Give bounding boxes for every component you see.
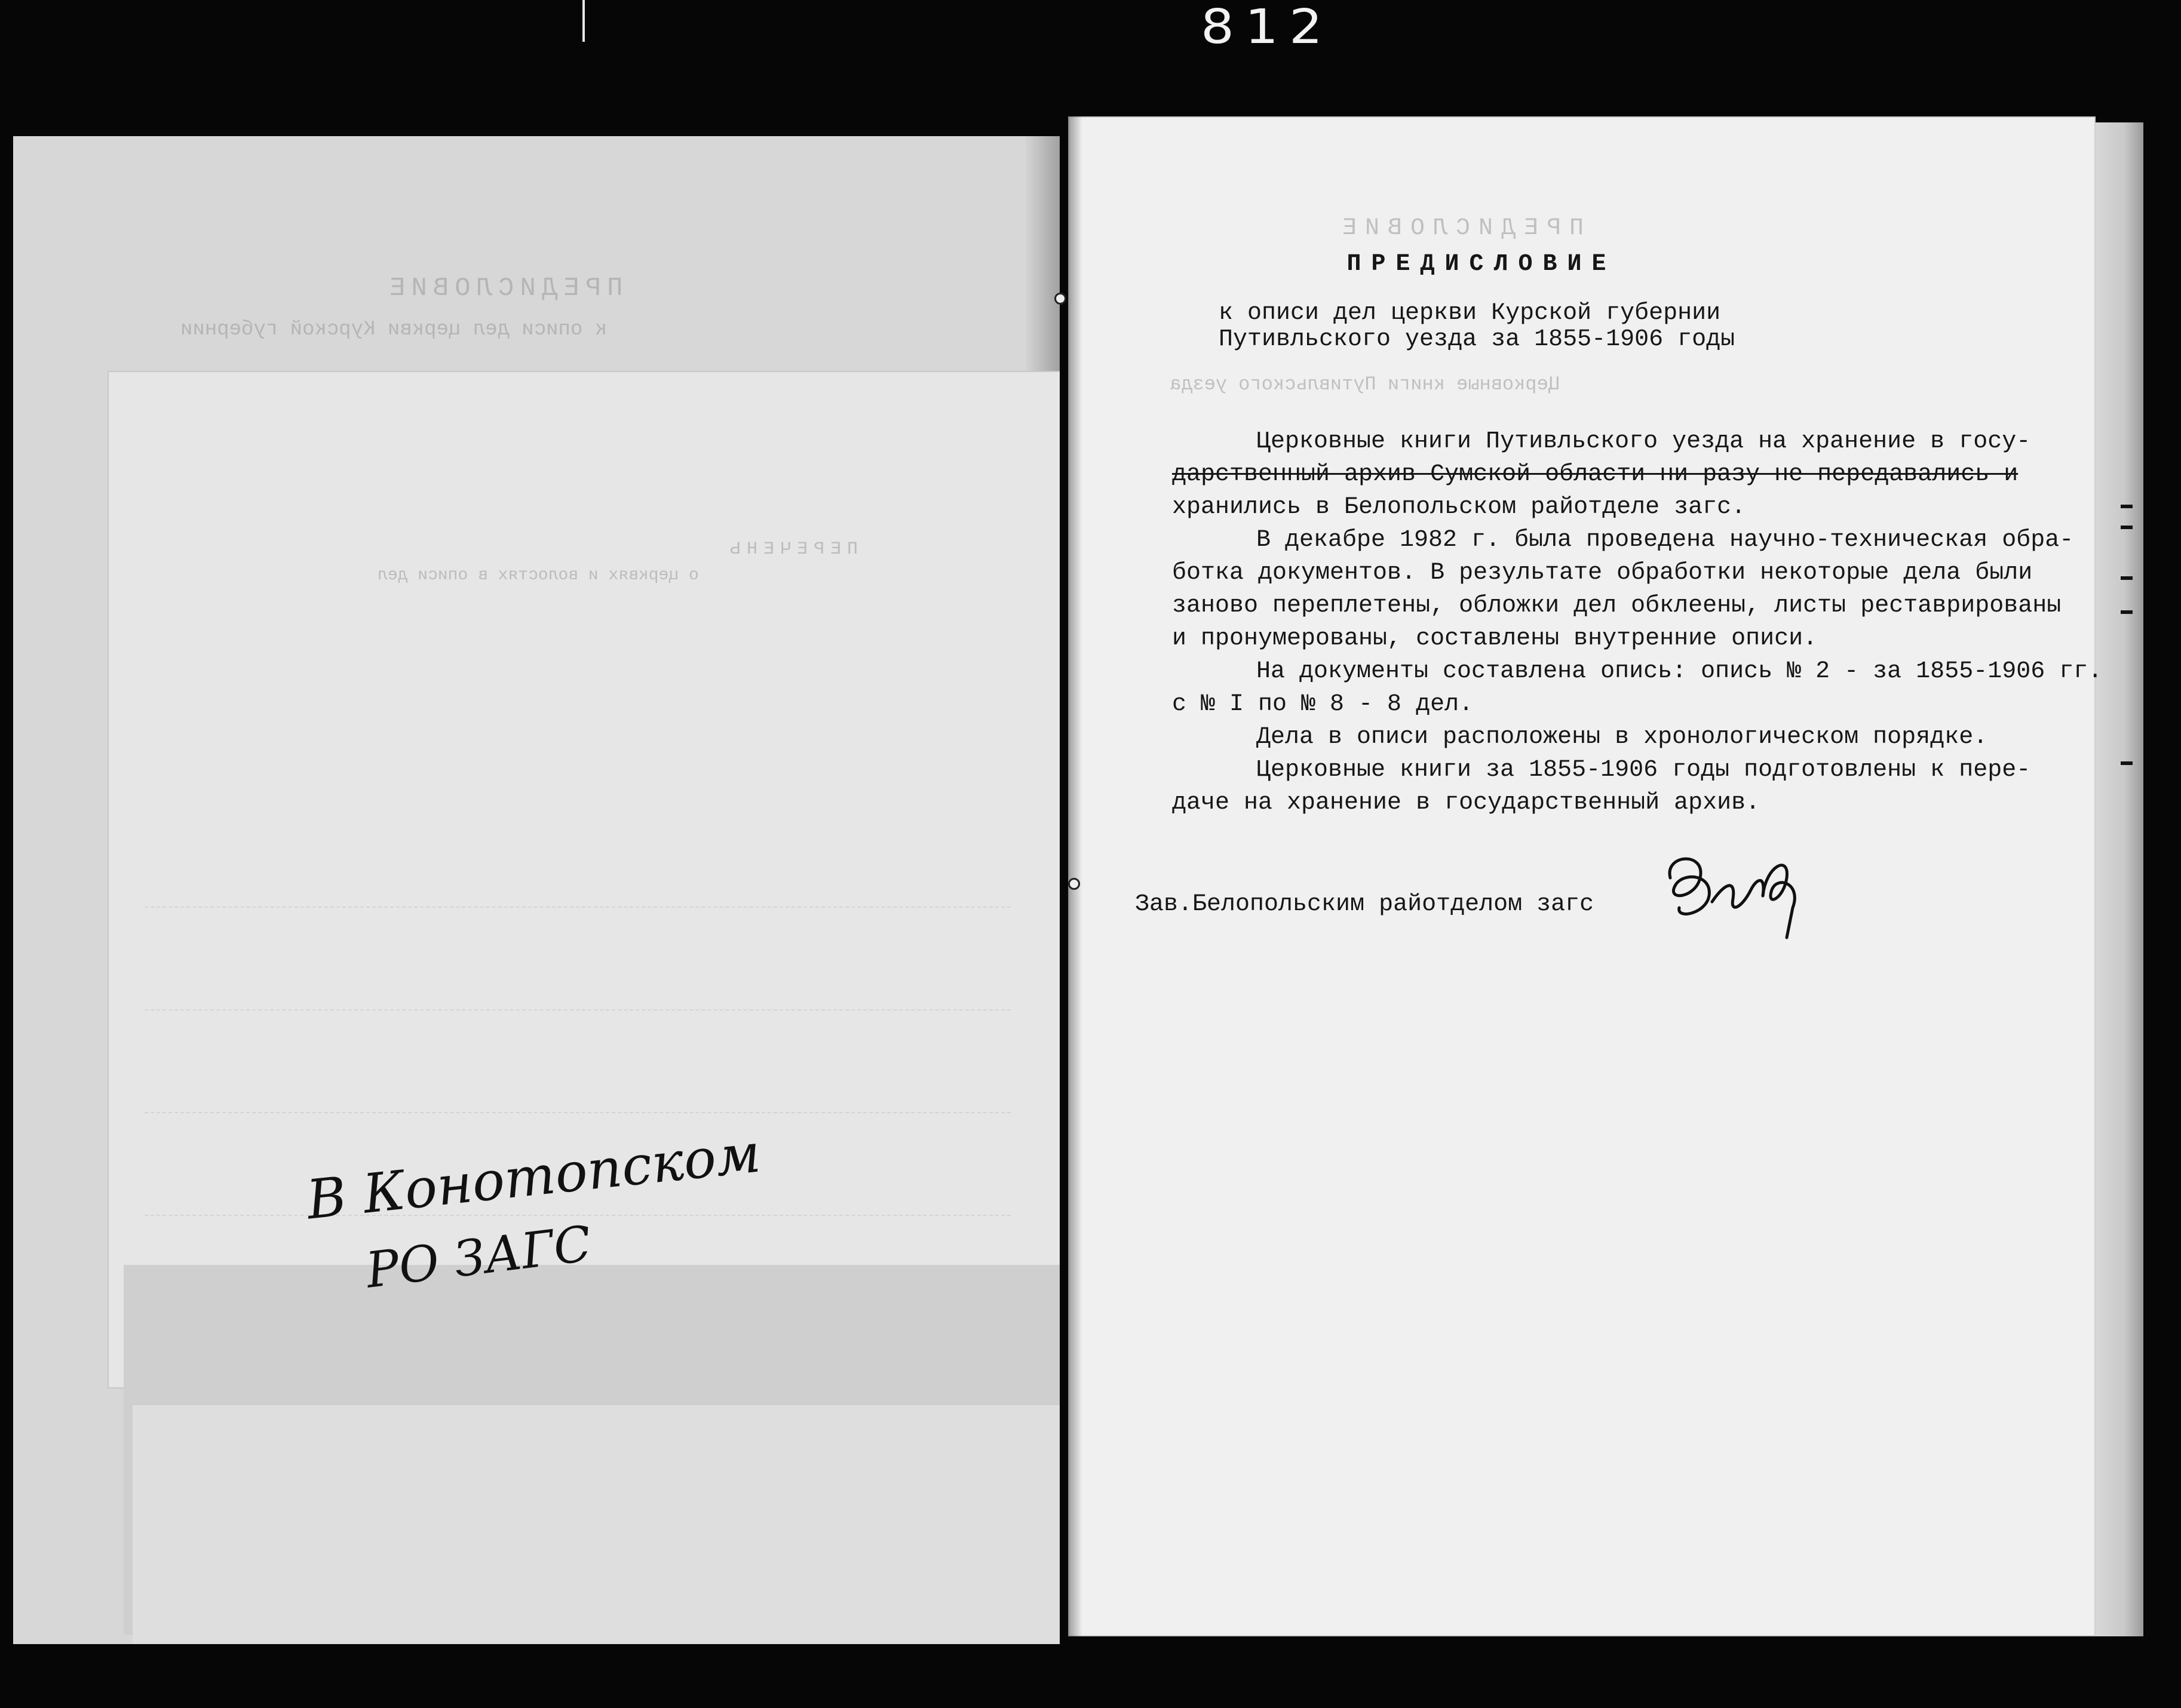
body-line: хранились в Белопольском райотделе загс.: [1172, 494, 1746, 521]
subtitle-line: Путивльского уезда за 1855-1906 годы: [1219, 326, 1735, 353]
body-line: с № I по № 8 - 8 дел.: [1172, 691, 1474, 718]
document-body: [1172, 425, 2103, 819]
handwritten-note-line1: В Конотопском: [303, 1122, 763, 1232]
edge-mark: [2121, 526, 2133, 529]
body-line: В декабре 1982 г. была проведена научно-техническая обра-: [1256, 527, 2074, 554]
bleed-through-text: ПРЕДИСЛОВИЕ: [1334, 215, 1584, 242]
binding-shadow: [1068, 116, 1082, 1636]
document-subtitle: [1219, 300, 1735, 353]
body-line-struck: дарственный архив Сумской области ни разу не передавались и: [1172, 461, 2019, 488]
body-line: заново переплетены, обложки дел обклеены, листы реставрированы: [1172, 592, 2062, 619]
edge-mark: [2121, 610, 2133, 614]
sheet-number: 812: [1201, 0, 1333, 54]
binding-stitch: [1054, 293, 1066, 305]
table-row: [145, 907, 1011, 1009]
handwritten-note-line2: РО ЗАГС: [363, 1215, 595, 1300]
body-line: Дела в описи расположены в хронологическом порядке.: [1256, 724, 1988, 751]
edge-mark: [2121, 761, 2133, 765]
edge-mark: [2121, 576, 2133, 580]
handwritten-signature: [1652, 842, 1808, 950]
bleed-through-text: к описи дел церкви Курской губернии: [180, 318, 608, 341]
signature-label: Зав.Белопольским райотделом загс: [1135, 891, 1594, 918]
body-line: На документы составлена опись: опись № 2 - за 1855-1906 гг.: [1256, 658, 2103, 685]
left-page: [13, 136, 1060, 1644]
bleed-through-text: о церквях и волостях в описи дел: [378, 566, 699, 585]
table-row: [145, 1009, 1011, 1112]
body-line: Церковные книги Путивльского уезда на хранение в госу-: [1256, 428, 2031, 455]
bleed-through-text: ПРЕДИСЛОВИЕ: [384, 274, 623, 303]
page-edge-strip: [2096, 122, 2143, 1636]
edge-mark: [2121, 505, 2133, 508]
bleed-through-text: Церковные книги Путивльского уезда: [1170, 373, 1560, 395]
body-line: ботка документов. В результате обработки некоторые дела были: [1172, 560, 2033, 586]
body-line: Церковные книги за 1855-1906 годы подготовлены к пере-: [1256, 757, 2031, 784]
sheet-bottom: [133, 1405, 1060, 1644]
document-title: ПРЕДИСЛОВИЕ: [1346, 251, 1616, 278]
body-line: даче на хранение в государственный архив.: [1172, 790, 1760, 816]
bleed-through-text: ПЕРЕЧЕНЬ: [724, 539, 858, 560]
body-line: и пронумерованы, составлены внутренние описи.: [1172, 625, 1818, 652]
frame-tick: [582, 0, 585, 42]
subtitle-line: к описи дел церкви Курской губернии: [1219, 300, 1721, 327]
binding-stitch: [1068, 878, 1080, 890]
